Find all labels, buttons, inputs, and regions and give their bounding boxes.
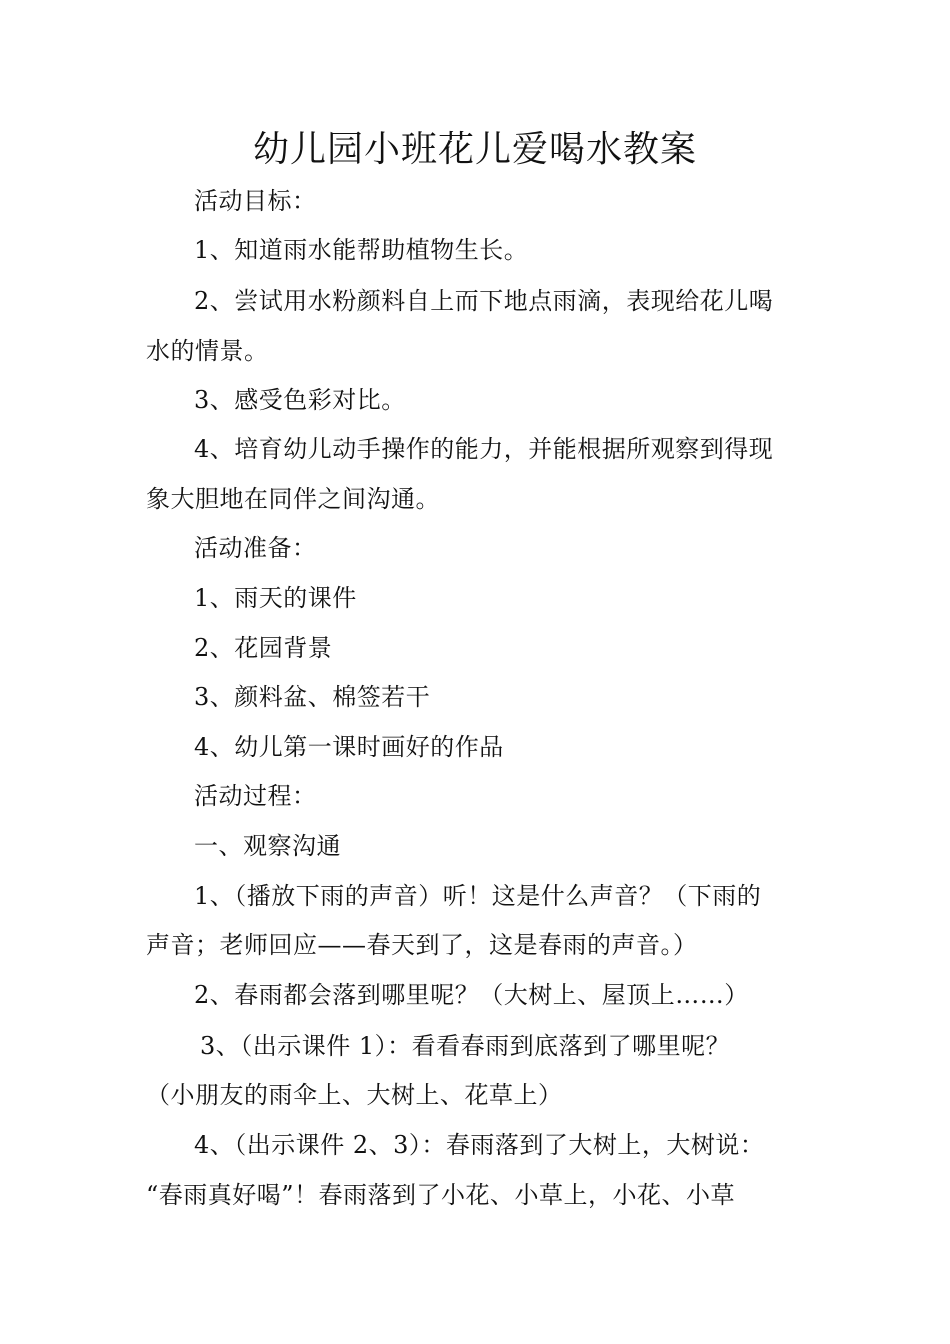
paragraph-line: 3、颜料盆、棉签若干 xyxy=(194,683,431,711)
paragraph-line: 2、花园背景 xyxy=(194,634,333,662)
paragraph-line: 1、雨天的课件 xyxy=(194,584,357,612)
paragraph-line: “春雨真好喝”！春雨落到了小花、小草上，小花、小草 xyxy=(146,1181,736,1209)
paragraph-line: 2、尝试用水粉颜料自上而下地点雨滴，表现给花儿喝 xyxy=(194,287,774,315)
paragraph-line: 4、（出示课件 2、3）：春雨落到了大树上，大树说： xyxy=(194,1131,765,1159)
section-heading-preparation: 活动准备： xyxy=(194,534,317,562)
paragraph-line: 1、知道雨水能帮助植物生长。 xyxy=(194,236,529,264)
paragraph-line: （小朋友的雨伞上、大树上、花草上） xyxy=(146,1081,563,1109)
paragraph-line: 4、培育幼儿动手操作的能力，并能根据所观察到得现 xyxy=(194,435,774,463)
subsection-heading: 一、观察沟通 xyxy=(194,832,341,860)
section-heading-goals: 活动目标： xyxy=(194,187,317,215)
paragraph-line: 4、幼儿第一课时画好的作品 xyxy=(194,733,504,761)
paragraph-line: 1、（播放下雨的声音）听！这是什么声音？（下雨的 xyxy=(194,882,762,910)
paragraph-line: 3、（出示课件 1）：看看春雨到底落到了哪里呢？ xyxy=(200,1032,731,1060)
paragraph-line: 声音；老师回应——春天到了，这是春雨的声音。） xyxy=(146,931,698,959)
paragraph-line: 象大胆地在同伴之间沟通。 xyxy=(146,485,440,513)
section-heading-process: 活动过程： xyxy=(194,782,317,810)
paragraph-line: 2、春雨都会落到哪里呢？（大树上、屋顶上……） xyxy=(194,981,749,1009)
paragraph-line: 水的情景。 xyxy=(146,337,269,365)
document-title: 幼儿园小班花儿爱喝水教案 xyxy=(252,129,697,170)
paragraph-line: 3、感受色彩对比。 xyxy=(194,386,406,414)
